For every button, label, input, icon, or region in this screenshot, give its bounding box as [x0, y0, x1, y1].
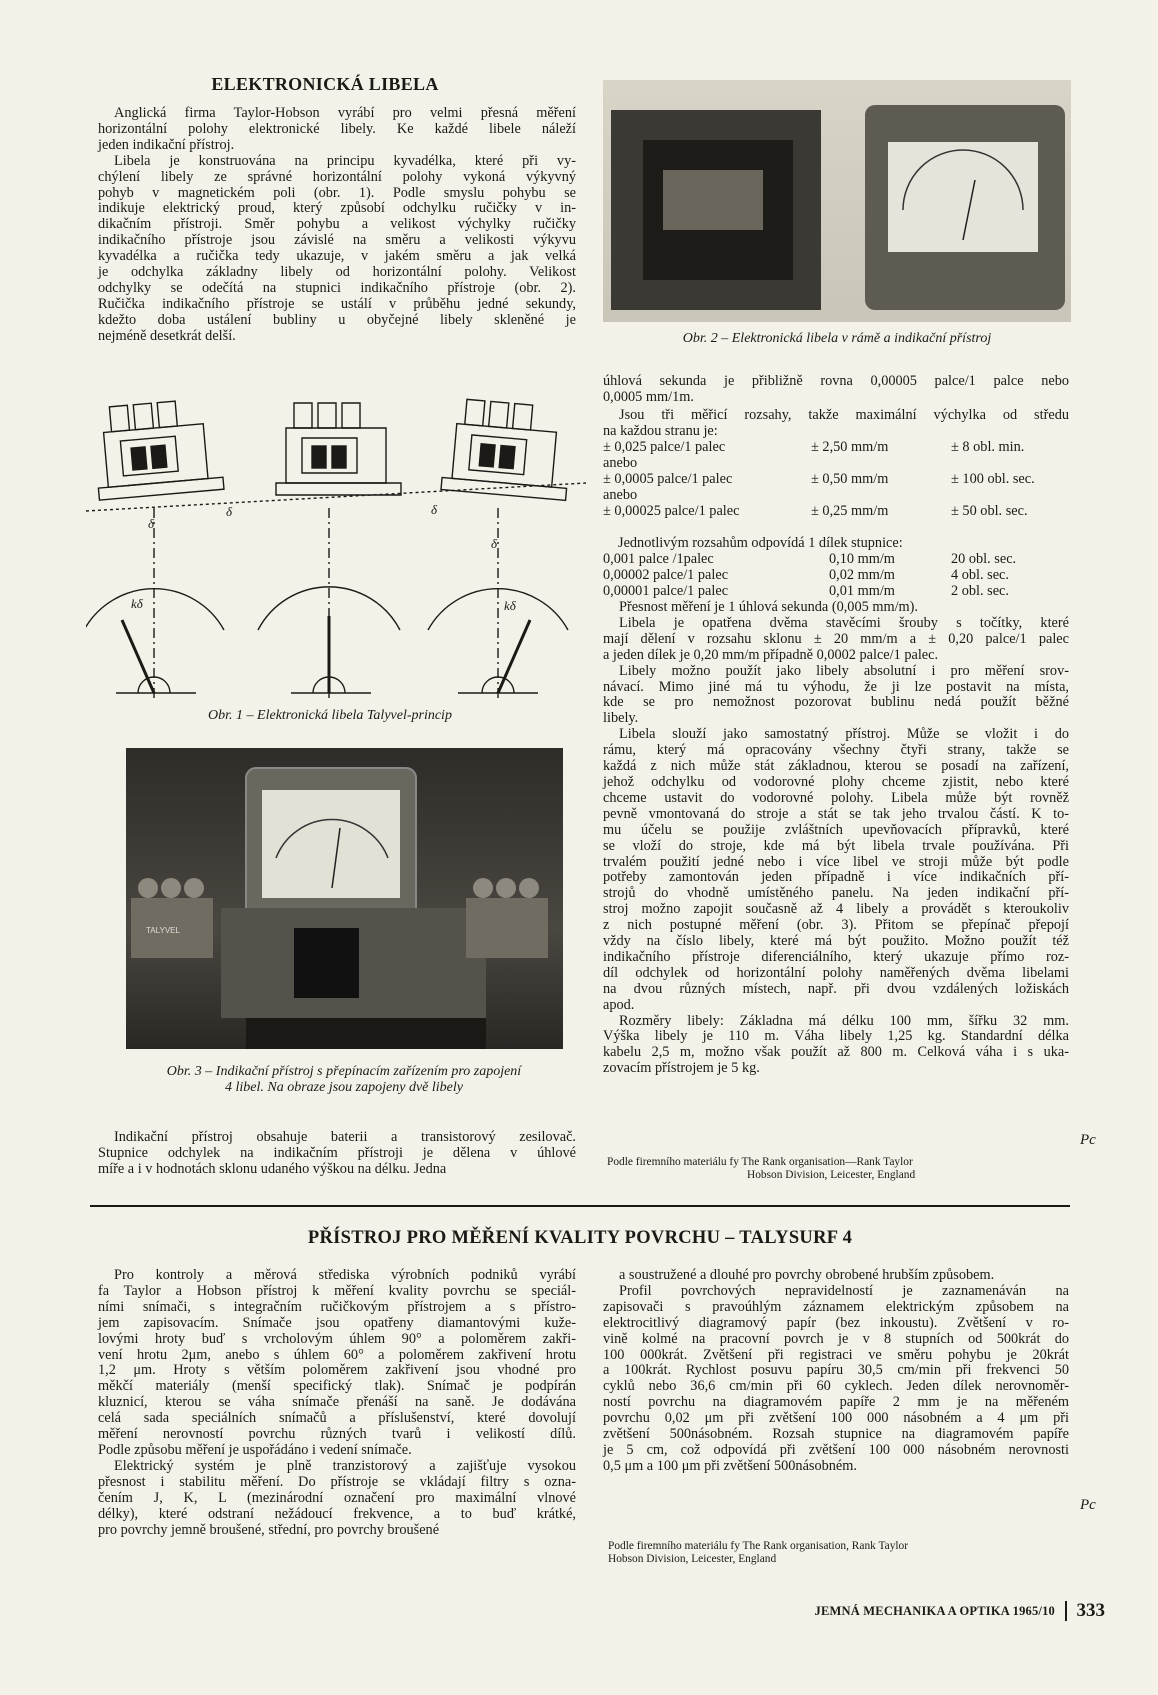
text-line: 1,2 μm. Hroty s větším poloměrem zakřivení jsou vhodné pro	[98, 1362, 576, 1379]
text-line: Pro kontroly a měrová střediska výrobních podniků vyrábí	[114, 1267, 576, 1283]
text-line: pevně vmontovaná do stroje a stát se tak jeho trvalou částí. K to-	[603, 805, 1069, 822]
text-line: jehož odchylku od vodorovné plohy chceme zjistit, nebo které	[603, 773, 1069, 790]
text-line: 0,0005 mm/1m.	[603, 388, 694, 405]
table-row	[603, 568, 1069, 584]
text-line: celá sada speciálních snímačů a příslušenství, které dovolují	[98, 1410, 576, 1427]
text-line: Podle způsobu měření je uspořádáno i vedení snímače.	[98, 1441, 412, 1458]
text-line: čením J, K, L (mezinárodní označení pro maximální vlnové	[98, 1489, 576, 1506]
text-line: a soustružené a dlouhé pro povrchy obrobené hrubším způsobem.	[619, 1267, 995, 1283]
table-row	[603, 552, 1069, 568]
article-2-body-right	[603, 1268, 1069, 1475]
table-cell: anebo	[603, 454, 638, 471]
table-cell: 0,00001 palce/1 palec	[603, 582, 729, 599]
text-line: nejméně desetkrát delší.	[98, 327, 236, 344]
ranges-table	[603, 440, 1069, 520]
text-line: délky), které odstraní nežádoucí frekvence, a to buď krátké,	[98, 1505, 576, 1522]
text-line: apod.	[603, 996, 635, 1013]
text-line: každá z nich může stát základnou, kterou se posadí na zařízení,	[603, 758, 1069, 775]
text-line: vině kolmé na pracovní povrch je v 8 stupních od 500krát do	[603, 1330, 1069, 1347]
text-line: vždy na číslo libely, které má být použito. Možno použít též	[603, 933, 1069, 950]
table-cell: ± 0,025 palce/1 palec	[603, 439, 726, 455]
table-cell: ± 2,50 mm/m	[811, 439, 889, 455]
table-cell: 0,01 mm/m	[829, 582, 895, 599]
text-line: ností povrchu na diagramovém papíře 2 mm je na měřeném	[603, 1394, 1069, 1411]
text-line: úhlová sekunda je přibližně rovna 0,00005 palce/1 palce nebo	[603, 373, 1069, 389]
text-line: chýlení libely ze správné horizontální polohy vykoná výkyvný	[98, 168, 576, 185]
table-cell: 2 obl. sec.	[951, 582, 1009, 599]
text-line: mají dělení v rozsahu sklonu ± 20 mm/m a ± 0,20 palce/1 palec	[603, 630, 1069, 647]
text-line: 0,5 μm a 100 μm při zvětšení 500násobném.	[603, 1457, 857, 1474]
tilted-level-left	[91, 398, 224, 500]
text-line: měření nerovností povrchu různých tvarů i velikostí dílů.	[98, 1426, 576, 1443]
text-line: cyklů nebo 36,6 cm/min při 60 cyklech. Jeden dílek nerovnoměr-	[603, 1378, 1069, 1395]
table-cell: ± 8 obl. min.	[951, 439, 1025, 455]
text-line: Anglická firma Taylor-Hobson vyrábí pro velmi přesná měření	[114, 105, 576, 121]
level-center	[276, 403, 401, 495]
delta-label: δ	[431, 502, 438, 517]
page-number: 333	[1076, 1600, 1105, 1621]
text-line: zovacím přístrojem je 5 kg.	[603, 1060, 760, 1077]
text-line: elektrocitlivý diagramový papír (bez inkoustu). Zvětšení v ro-	[603, 1314, 1069, 1331]
text-line: Libela je konstruována na principu kyvadélka, které při vy-	[114, 152, 576, 169]
text-line: pro povrchy jemně broušené, střední, pro povrchy broušené	[98, 1521, 440, 1538]
text-line: odchylky se odečítá na stupnici indikačního přístroje (obr. 2).	[98, 279, 576, 296]
text-line: ními snímači, s integračním ručičkovým přístrojem a s přístro-	[98, 1298, 576, 1315]
footer	[775, 1600, 1105, 1622]
text-line: 100 000krát. Zvětšení při registraci ve směru pohybu je 20krát	[603, 1346, 1069, 1363]
text-line: mu účelu se použije zvláštních upevňovacích přípravků, které	[603, 821, 1069, 838]
text-line: se vloží do stroje, kde má být libela trvale používána. Při	[603, 837, 1069, 854]
text-line: kdežto doba ustálení bubliny u obyčejné libely skleněné je	[98, 311, 576, 328]
figure-2-photo	[603, 80, 1071, 322]
article-body-left	[98, 106, 576, 345]
text-line: Stupnice odchylek na indikačním přístroji je dělena v úhlové	[98, 1144, 576, 1161]
section-divider	[90, 1205, 1070, 1207]
text-line: z nich postupné měření (obr. 3). Přitom se přepínač přepojí	[603, 917, 1069, 934]
table-cell: ± 0,50 mm/m	[811, 470, 889, 487]
text-line: a 100krát. Rychlost posuvu papíru 30,5 cm/min při frekvenci 50	[603, 1362, 1069, 1379]
article-2-body-left	[98, 1268, 576, 1538]
text-line: kabelu 2,5 m, možno však použít až 800 m. Celková váha i s uka-	[603, 1044, 1069, 1061]
article-body-right	[603, 600, 1069, 1077]
article-title: ELEKTRONICKÁ LIBELA	[211, 74, 439, 94]
text-line: návací. Mimo jiné má tu výhodu, že ji lze postavit na místa,	[603, 678, 1069, 695]
text-line: trvalém použití jedné nebo i více libel ve stroji může být podle	[603, 853, 1069, 870]
text-line: stroj možno zapojit současně až 4 libely a provádět s kteroukoliv	[603, 901, 1069, 918]
k-delta-label: kδ	[131, 596, 143, 611]
text-line: zvětšení 500násobném. Rozsah stupnice na diagramovém papíře	[603, 1426, 1069, 1443]
table-cell: ± 100 obl. sec.	[951, 470, 1035, 487]
divisions-table	[603, 552, 1069, 600]
text-line: na dvou různých místech, např. při dvou vzdálených ložiskách	[603, 980, 1069, 997]
table-row	[603, 456, 1069, 472]
text-line: indikuje elektrický proud, který způsobí odchylku ručičky v in-	[98, 200, 576, 217]
text-line: přesnost i stabilitu měření. Do přístroje se vkládají filtry s ozna-	[98, 1473, 576, 1490]
source-note: Podle firemního materiálu fy The Rank organisation—Rank Taylor Hobson Division, Leicester, England	[607, 1156, 916, 1181]
text-line: fa Taylor a Hobson přístroj k měření kvality povrchu se speciál-	[98, 1282, 576, 1299]
text-line: zapisovači s pravoúhlým záznamem elektrickým způsobem na	[603, 1298, 1069, 1315]
table-row	[603, 584, 1069, 600]
table-cell: ± 50 obl. sec.	[951, 502, 1028, 519]
journal-name: JEMNÁ MECHANIKA A OPTIKA 1965/10	[814, 1603, 1055, 1618]
text-line: Profil povrchových nepravidelností je zaznamenáván na	[619, 1282, 1069, 1299]
text-line: míře a i v hodnotách sklonu udaného výškou na délku. Jedna	[98, 1160, 447, 1177]
table-cell: 0,00002 palce/1 palec	[603, 566, 729, 583]
text-line: Ručička indikačního přístroje se ustálí v průběhu jedné sekundy,	[98, 295, 576, 312]
text-line: Rozměry libely: Základna má délku 100 mm, šířku 32 mm.	[619, 1012, 1069, 1029]
delta-label: δ	[491, 536, 498, 551]
text-line: kyvadélka a ručička tedy ukazuje, v jakém směru a jak velká	[98, 248, 576, 265]
text-line: díl odchylek od horizontální polohy naměřených dvěma libelami	[603, 964, 1069, 981]
text-line: pohyb v magnetickém poli (obr. 1). Podle smyslu pohybu se	[98, 184, 576, 201]
text-line: indikačního přístroje diferenciálního, který ukazuje přímo roz-	[603, 948, 1069, 965]
table-row	[603, 488, 1069, 504]
text-line: chceme ustavit do vodorovné polohy. Libela může být rovněž	[603, 789, 1069, 806]
table-row	[603, 504, 1069, 520]
text-line: indikačního přístroje jsou závislé na směru a velikosti výkyvu	[98, 232, 576, 249]
article-body-left-bottom	[98, 1130, 576, 1178]
text-line: lovými hroty buď s vrcholovým úhlem 90° a poloměrem zakři-	[98, 1330, 576, 1347]
table-cell: 0,02 mm/m	[829, 566, 895, 583]
table-cell: 0,001 palce /1palec	[603, 551, 714, 567]
text-line: povrchu 0,02 μm při zvětšení 100 000 násobném a 4 μm při	[603, 1410, 1069, 1427]
table-row	[603, 440, 1069, 456]
k-delta-label: kδ	[504, 598, 516, 613]
text-line: Elektrický systém je plně tranzistorový a zajišťuje vysokou	[114, 1457, 576, 1474]
article-2-title: PŘÍSTROJ PRO MĚŘENÍ KVALITY POVRCHU – TALYSURF 4	[307, 1228, 853, 1248]
text-line: horizontální polohy elektronické libely. Ke každé libele náleží	[98, 120, 576, 137]
text-line: Libely možno použít jako libely absolutní i pro měření srov-	[619, 662, 1069, 679]
table-cell: 20 obl. sec.	[951, 551, 1017, 567]
text-line: kde se pro nemožnost pozorovat bublinu nedá použít běžné	[603, 694, 1069, 711]
source-note: Podle firemního materiálu fy The Rank organisation, Rank Taylor Hobson Division, Leicester, England	[608, 1540, 909, 1565]
text-line: Výška libely je 110 m. Váha libely 1,25 kg. Standardní délka	[603, 1028, 1069, 1045]
table-cell: ± 0,00025 palce/1 palec	[603, 502, 740, 519]
text-line: je odchylka základny libely od horizontální polohy. Velikost	[98, 264, 576, 281]
footer-separator	[1065, 1601, 1067, 1621]
text-line: měkčí materiály (menší specifický tlak). Snímač je podpírán	[98, 1378, 576, 1395]
signature: Pc	[1080, 1132, 1096, 1148]
text-line: strojů do vhodně umístěného panelu. Na jeden indikační pří-	[603, 885, 1069, 902]
ranges-intro	[603, 408, 1069, 440]
text-line: kluznicí, kterou se váha snímače přenáší na saně. Je dodávána	[98, 1394, 576, 1411]
text-line: Libela je opatřena dvěma stavěcími šrouby s točítky, které	[619, 614, 1069, 631]
text-line: na každou stranu je:	[603, 422, 718, 439]
text-line: jem zapisovacím. Snímače jsou opatřeny diamantovými kuže-	[98, 1314, 576, 1331]
table-cell: anebo	[603, 486, 638, 503]
figure-2-caption: Obr. 2 – Elektronická libela v rámě a indikační přístroj	[682, 331, 992, 346]
figure-3-photo	[126, 748, 563, 1049]
divisions-intro: Jednotlivým rozsahům odpovídá 1 dílek stupnice:	[618, 535, 903, 551]
text-line: Jsou tři měřicí rozsahy, takže maximální výchylka od středu	[619, 407, 1069, 423]
signature: Pc	[1080, 1497, 1096, 1513]
text-line: rámu, který má opracovány všechny čtyři strany, takže se	[603, 742, 1069, 759]
article-body-right-top	[603, 374, 1069, 406]
text-line: Libela slouží jako samostatný přístroj. Může se vložit i do	[619, 726, 1069, 743]
figure-3-caption: Obr. 3 – Indikační přístroj s přepínacím zařízením pro zapojení 4 libel. Na obraze jsou zapojeny dvě libely	[166, 1064, 522, 1095]
text-line: jeden indikační přístroj.	[98, 136, 235, 153]
text-line: dikačním přístroji. Směr pohybu a velikost výchylky ručičky	[98, 216, 576, 233]
table-cell: 0,10 mm/m	[829, 551, 895, 567]
text-line: a jeden dílek je 0,20 mm/m případně 0,0002 palce/1 palec.	[603, 646, 939, 663]
table-cell: ± 0,25 mm/m	[811, 502, 889, 519]
figure-1-principle-drawing	[86, 398, 586, 710]
table-cell: 4 obl. sec.	[951, 566, 1009, 583]
figure-1-caption: Obr. 1 – Elektronická libela Talyvel-princip	[208, 708, 452, 723]
text-line: potřeby zamontován jeden případně i více indikačních pří-	[603, 869, 1069, 886]
delta-label: δ	[148, 516, 155, 531]
delta-label: δ	[226, 504, 233, 519]
brand-label: TALYVEL	[146, 926, 180, 935]
text-line: je 5 cm, což odpovídá při zvětšení 100 000 násobném nerovnosti	[603, 1441, 1069, 1458]
table-row	[603, 472, 1069, 488]
text-line: Přesnost měření je 1 úhlová sekunda (0,005 mm/m).	[619, 599, 918, 615]
text-line: vení hrotu 2μm, anebo s úhlem 60° a poloměrem zakřivení hrotu	[98, 1346, 576, 1363]
text-line: libely.	[603, 710, 639, 727]
table-cell: ± 0,0005 palce/1 palec	[603, 470, 733, 487]
text-line: Indikační přístroj obsahuje baterii a transistorový zesilovač.	[114, 1129, 576, 1145]
